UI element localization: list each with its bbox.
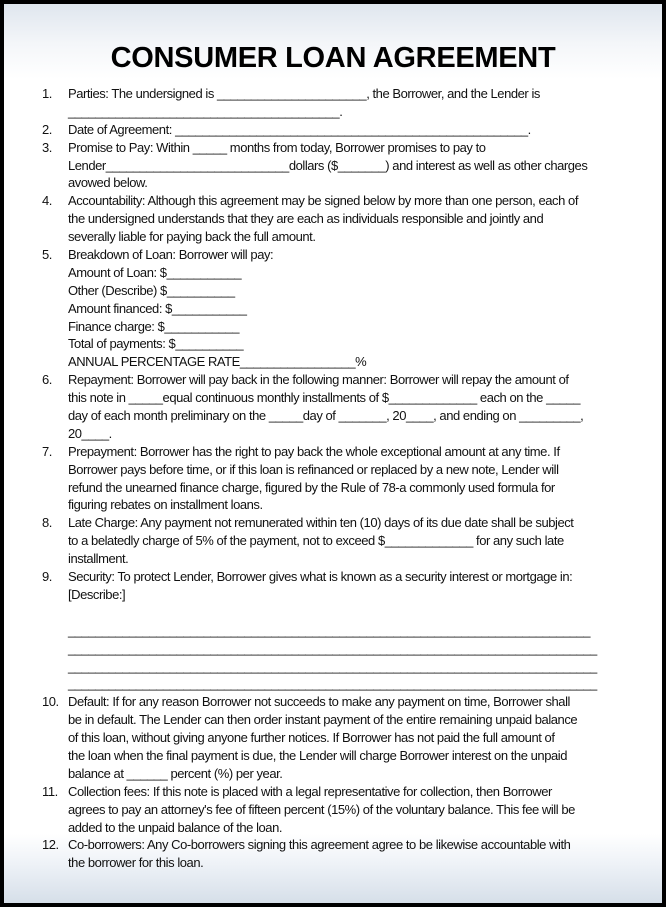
clause-text-line: Amount of Loan: $___________ <box>68 264 242 280</box>
clause-text-line: Late Charge: Any payment not remunerated within ten (10) days of its due date shall be subject <box>68 515 574 531</box>
document-title: CONSUMER LOAN AGREEMENT <box>110 42 556 74</box>
clause-text-line: Collection fees: If this note is placed with a legal representative for collection, then Borrower <box>68 783 552 799</box>
clause-text-line: to a belatedly charge of 5% of the payment, not to exceed $_____________ for any such late <box>68 533 564 549</box>
clause-12 <box>4 836 662 872</box>
clause-text-line: Total of payments: $__________ <box>68 336 244 352</box>
clause-number: 10. <box>42 694 59 710</box>
clause-5 <box>4 246 662 371</box>
clause-text-line: ________________________________________. <box>68 103 343 119</box>
clause-4 <box>4 192 662 246</box>
clause-text-line <box>68 604 662 622</box>
clause-2 <box>4 121 662 139</box>
clause-text-line: agrees to pay an attorney's fee of fifteen percent (15%) of the voluntary balance. This fee will be <box>68 801 575 817</box>
clause-list <box>4 85 662 872</box>
clause-text-line: Co-borrowers: Any Co-borrowers signing this agreement agree to be likewise accountable with <box>68 837 571 853</box>
clause-1 <box>4 85 662 121</box>
clause-number: 6. <box>42 372 52 388</box>
clause-text-line: ______________________________________________________________________________ <box>68 676 597 692</box>
clause-text-line: Date of Agreement: ____________________________________________________. <box>68 121 531 137</box>
clause-text-line: Repayment: Borrower will pay back in the following manner: Borrower will repay the amount of <box>68 372 569 388</box>
clause-number: 8. <box>42 515 52 531</box>
clause-text-line: installment. <box>68 551 129 567</box>
clause-7 <box>4 443 662 515</box>
clause-text-line: [Describe:] <box>68 586 126 602</box>
clause-number: 11. <box>42 783 58 799</box>
clause-number: 3. <box>42 139 52 155</box>
clause-3 <box>4 139 662 193</box>
clause-text-line: this note in _____equal continuous monthly installments of $_____________ each on the _____ <box>68 390 580 406</box>
clause-text-line: Amount financed: $___________ <box>68 300 247 316</box>
clause-text-line: Lender___________________________dollars ($_______) and interest as well as other charges <box>68 157 588 173</box>
clause-text-line: Prepayment: Borrower has the right to pay back the whole exceptional amount at any time. If <box>68 443 560 459</box>
clause-text-line: the loan when the final payment is due, the Lender will charge Borrower interest on the unpaid <box>68 747 567 763</box>
clause-text-line: Parties: The undersigned is ______________________, the Borrower, and the Lender is <box>68 86 540 101</box>
clause-text-line: Other (Describe) $__________ <box>68 282 235 298</box>
clause-text-line: balance at ______ percent (%) per year. <box>68 765 283 781</box>
document-page <box>4 4 662 903</box>
clause-text-line: Security: To protect Lender, Borrower gives what is known as a security interest or mortgage in: <box>68 569 573 585</box>
clause-text-line: refund the unearned finance charge, figured by the Rule of 78-a commonly used formula for <box>68 479 555 495</box>
clause-text-line: 20____. <box>68 425 112 441</box>
clause-text-line: ______________________________________________________________________________ <box>68 640 597 656</box>
clause-text-line: Accountability: Although this agreement may be signed below by more than one person, each of <box>68 193 578 209</box>
clause-number: 2. <box>42 121 52 137</box>
clause-text-line: of this loan, without giving anyone further notices. If Borrower has not paid the full amount of <box>68 730 555 746</box>
clause-text-line: ANNUAL PERCENTAGE RATE_________________% <box>68 354 367 370</box>
clause-text-line: ______________________________________________________________________________ <box>68 658 597 674</box>
clause-text-line: Breakdown of Loan: Borrower will pay: <box>68 247 274 263</box>
clause-8 <box>4 514 662 568</box>
clause-text-line: avowed below. <box>68 175 148 191</box>
clause-text-line: severally liable for paying back the full amount. <box>68 229 316 245</box>
clause-10 <box>4 693 662 782</box>
clause-text-line: be in default. The Lender can then order instant payment of the entire remaining unpaid balance <box>68 712 578 728</box>
clause-number: 4. <box>42 193 52 209</box>
clause-text-line: added to the unpaid balance of the loan. <box>68 819 283 835</box>
clause-number: 12. <box>42 837 59 853</box>
clause-6 <box>4 371 662 443</box>
clause-11 <box>4 783 662 837</box>
clause-text-line: day of each month preliminary on the _____day of _______, 20____, and ending on _________, <box>68 408 584 424</box>
clause-9 <box>4 568 662 693</box>
clause-text-line: Promise to Pay: Within _____ months from today, Borrower promises to pay to <box>68 139 486 155</box>
clause-text-line: Borrower pays before time, or if this loan is refinanced or replaced by a new note, Lender will <box>68 461 559 477</box>
clause-number: 7. <box>42 443 52 459</box>
clause-number: 9. <box>42 569 52 585</box>
clause-number: 5. <box>42 247 52 263</box>
clause-text-line: figuring rebates on installment loans. <box>68 497 263 513</box>
clause-text-line: the borrower for this loan. <box>68 855 204 871</box>
clause-number: 1. <box>42 86 52 101</box>
clause-text-line: the undersigned understands that they are each as individuals responsible and jointly and <box>68 211 544 227</box>
clause-text-line: Default: If for any reason Borrower not succeeds to make any payment on time, Borrower shall <box>68 694 570 710</box>
clause-text-line: Finance charge: $___________ <box>68 318 239 334</box>
clause-text-line: _____________________________________________________________________________ <box>68 622 591 638</box>
